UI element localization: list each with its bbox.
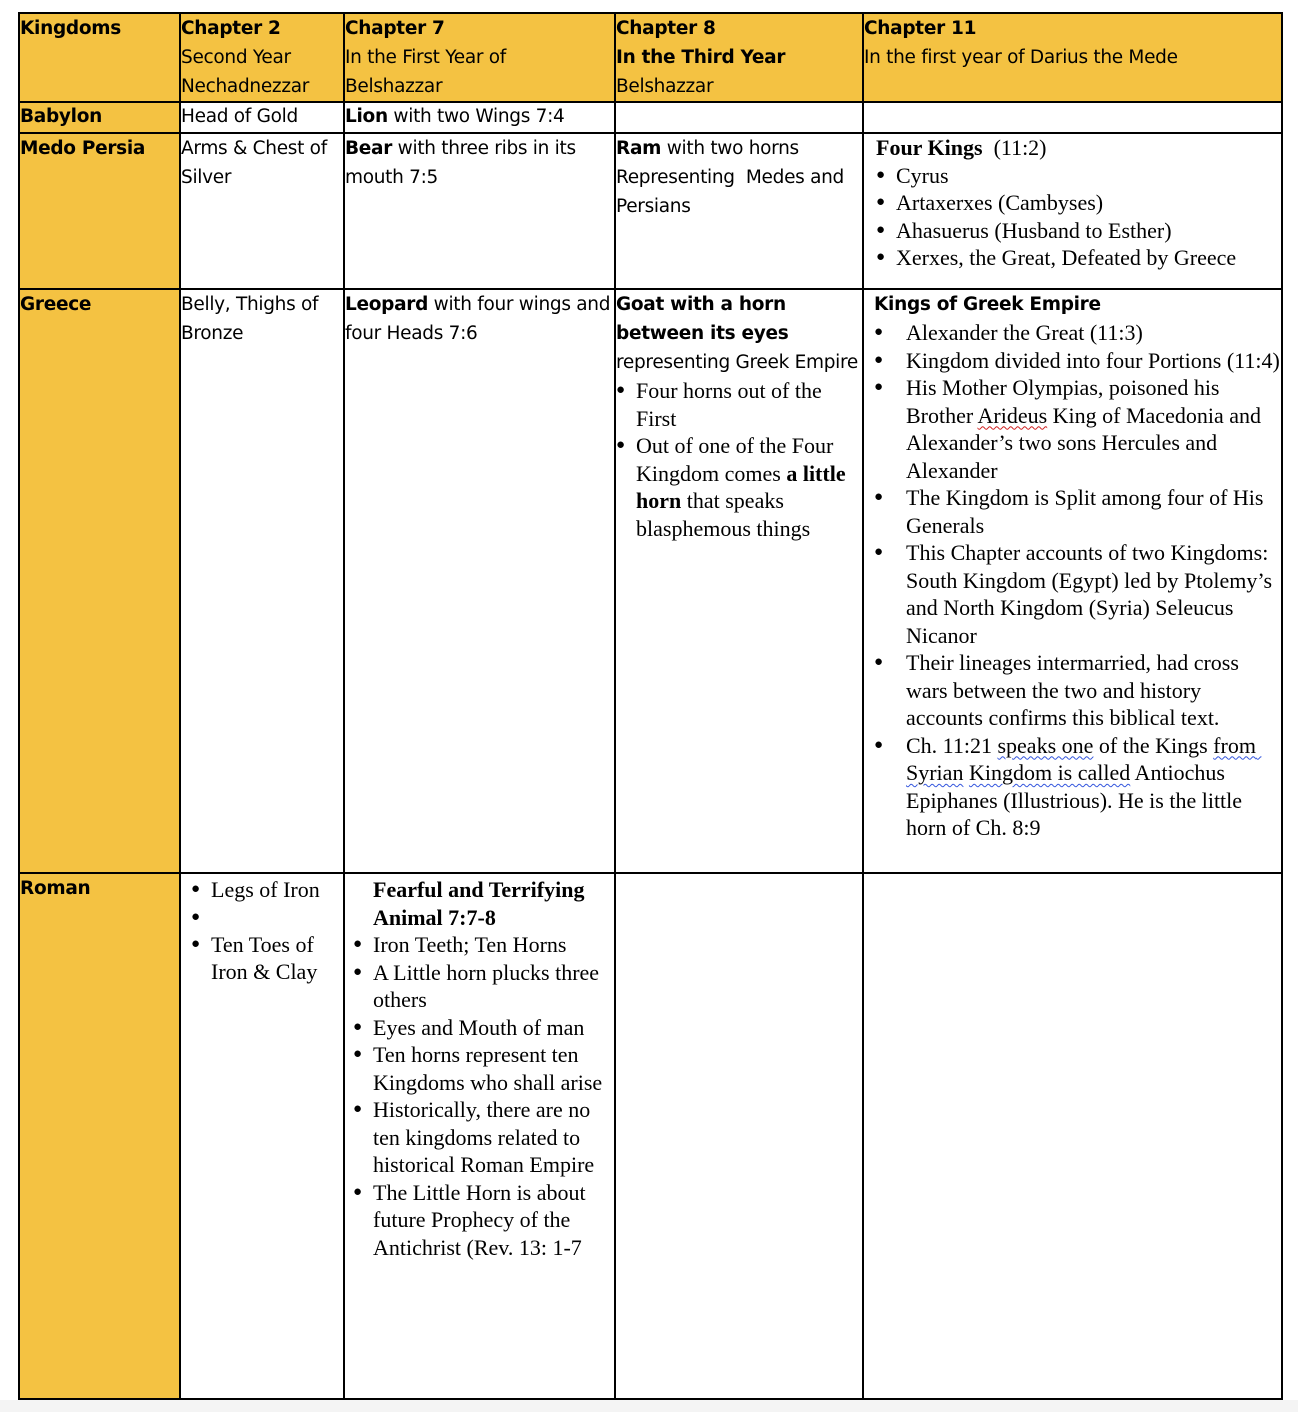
medo-persia-ch8: Ram with two horns Representing Medes and Persians [615,133,863,289]
header-chapter-2 [180,13,344,102]
list-item: ● Ch. 11:21 speaks one of the Kings from Syrian Kingdom is called Antiochus Epiphanes (Illustrious). He is the little horn of Ch. 8:9 [874,732,1281,842]
list-item: ● A Little horn plucks three others [353,959,614,1014]
goat-description: representing Greek Empire [616,352,858,373]
goat-list [616,377,862,542]
chapter-8-title: Chapter 8 [616,18,716,39]
kingdom-roman: Roman [19,873,180,1399]
greek-kings-heading: Kings of Greek Empire [874,294,1101,315]
list-item: ● Their lineages intermarried, had cross wars between the two and history accounts confirms this biblical text. [874,649,1281,732]
header-row [19,13,1282,102]
list-item: ● The Little Horn is about future Prophecy of the Antichrist (Rev. 13: 1-7 [353,1179,614,1262]
list-item: ● Ahasuerus (Husband to Esther) [876,217,1281,245]
chapter-2-line1: Second Year [181,47,291,68]
kingdom-medo-persia: Medo Persia [19,133,180,289]
spellcheck-flag: Arideus [977,402,1048,428]
daniel-kingdoms-table [18,12,1283,1400]
list-item: ● The Kingdom is Split among four of His Generals [874,484,1281,539]
chapter-11-line1: In the first year of Darius the Mede [864,47,1178,68]
roman-ch2-list [191,876,343,986]
list-item: ● Four horns out of the First [616,377,862,432]
kingdom-babylon: Babylon [19,102,180,133]
list-item: ● Kingdom divided into four Portions (11:4) [874,347,1281,375]
row-medo-persia [19,133,1282,289]
chapter-7-line2: Belshazzar [345,76,443,97]
list-item: ● Xerxes, the Great, Defeated by Greece [876,244,1281,272]
greece-ch8 [615,289,863,873]
goat-heading: Goat with a horn between its eyes [616,294,789,344]
grammar-flag: Kingdom is called [968,760,1131,785]
roman-ch8 [615,873,863,1399]
header-chapter-8 [615,13,863,102]
row-greece [19,289,1282,873]
list-item: ● Eyes and Mouth of man [353,1014,614,1042]
header-chapter-11 [863,13,1282,102]
list-item: ● This Chapter accounts of two Kingdoms: South Kingdom (Egypt) led by Ptolemy’s and North Kingdom (Syria) Seleucus Nicanor [874,539,1281,649]
chapter-8-line2: Belshazzar [616,76,714,97]
medo-persia-ch11 [863,133,1282,289]
fearful-animal-heading: Fearful and Terrifying Animal 7:7-8 [373,877,585,930]
list-item: ● Out of one of the Four Kingdom comes a little horn that speaks blasphemous things [616,432,862,542]
babylon-ch7: Lion with two Wings 7:4 [344,102,615,133]
chapter-8-line1: In the Third Year [616,47,786,68]
header-chapter-7 [344,13,615,102]
medo-persia-ch2: Arms & Chest of Silver [180,133,344,289]
chapter-11-title: Chapter 11 [864,18,977,39]
row-roman [19,873,1282,1399]
list-item: ● Legs of Iron [191,876,343,904]
babylon-ch11 [863,102,1282,133]
babylon-ch8 [615,102,863,133]
roman-ch7 [344,873,615,1399]
chapter-7-line1: In the First Year of [345,47,506,68]
greek-kings-list [874,319,1281,842]
list-item: ● His Mother Olympias, poisoned his Brother Arideus King of Macedonia and Alexander’s two sons Hercules and Alexander [874,374,1281,484]
four-kings-heading: Four Kings (11:2) [876,135,1047,160]
greece-ch7: Leopard with four wings and four Heads 7:6 [344,289,615,873]
greece-ch2: Belly, Thighs of Bronze [180,289,344,873]
list-item: ● Iron Teeth; Ten Horns [353,931,614,959]
chapter-2-line2: Nechadnezzar [181,76,310,97]
grammar-flag: speaks one [997,732,1094,758]
babylon-ch2: Head of Gold [180,102,344,133]
four-kings-list [876,162,1281,272]
list-spacer [191,904,343,931]
list-item: ● Artaxerxes (Cambyses) [876,189,1281,217]
list-item: ● Ten Toes of Iron & Clay [191,931,343,986]
row-babylon [19,102,1282,133]
page-bottom-band [0,1400,1298,1412]
medo-persia-ch7: Bear with three ribs in its mouth 7:5 [344,133,615,289]
chapter-2-title: Chapter 2 [181,18,281,39]
roman-ch11 [863,873,1282,1399]
header-kingdoms: Kingdoms [19,13,180,102]
list-item: ● Cyrus [876,162,1281,190]
list-item: ● Historically, there are no ten kingdoms related to historical Roman Empire [353,1096,614,1179]
grammar-flag: from Syrian [906,732,1262,785]
roman-ch2 [180,873,344,1399]
list-item: ● Alexander the Great (11:3) [874,319,1281,347]
greece-ch11 [863,289,1282,873]
kingdom-greece: Greece [19,289,180,873]
fearful-animal-list [353,931,614,1261]
list-item: ● Ten horns represent ten Kingdoms who shall arise [353,1041,614,1096]
chapter-7-title: Chapter 7 [345,18,445,39]
